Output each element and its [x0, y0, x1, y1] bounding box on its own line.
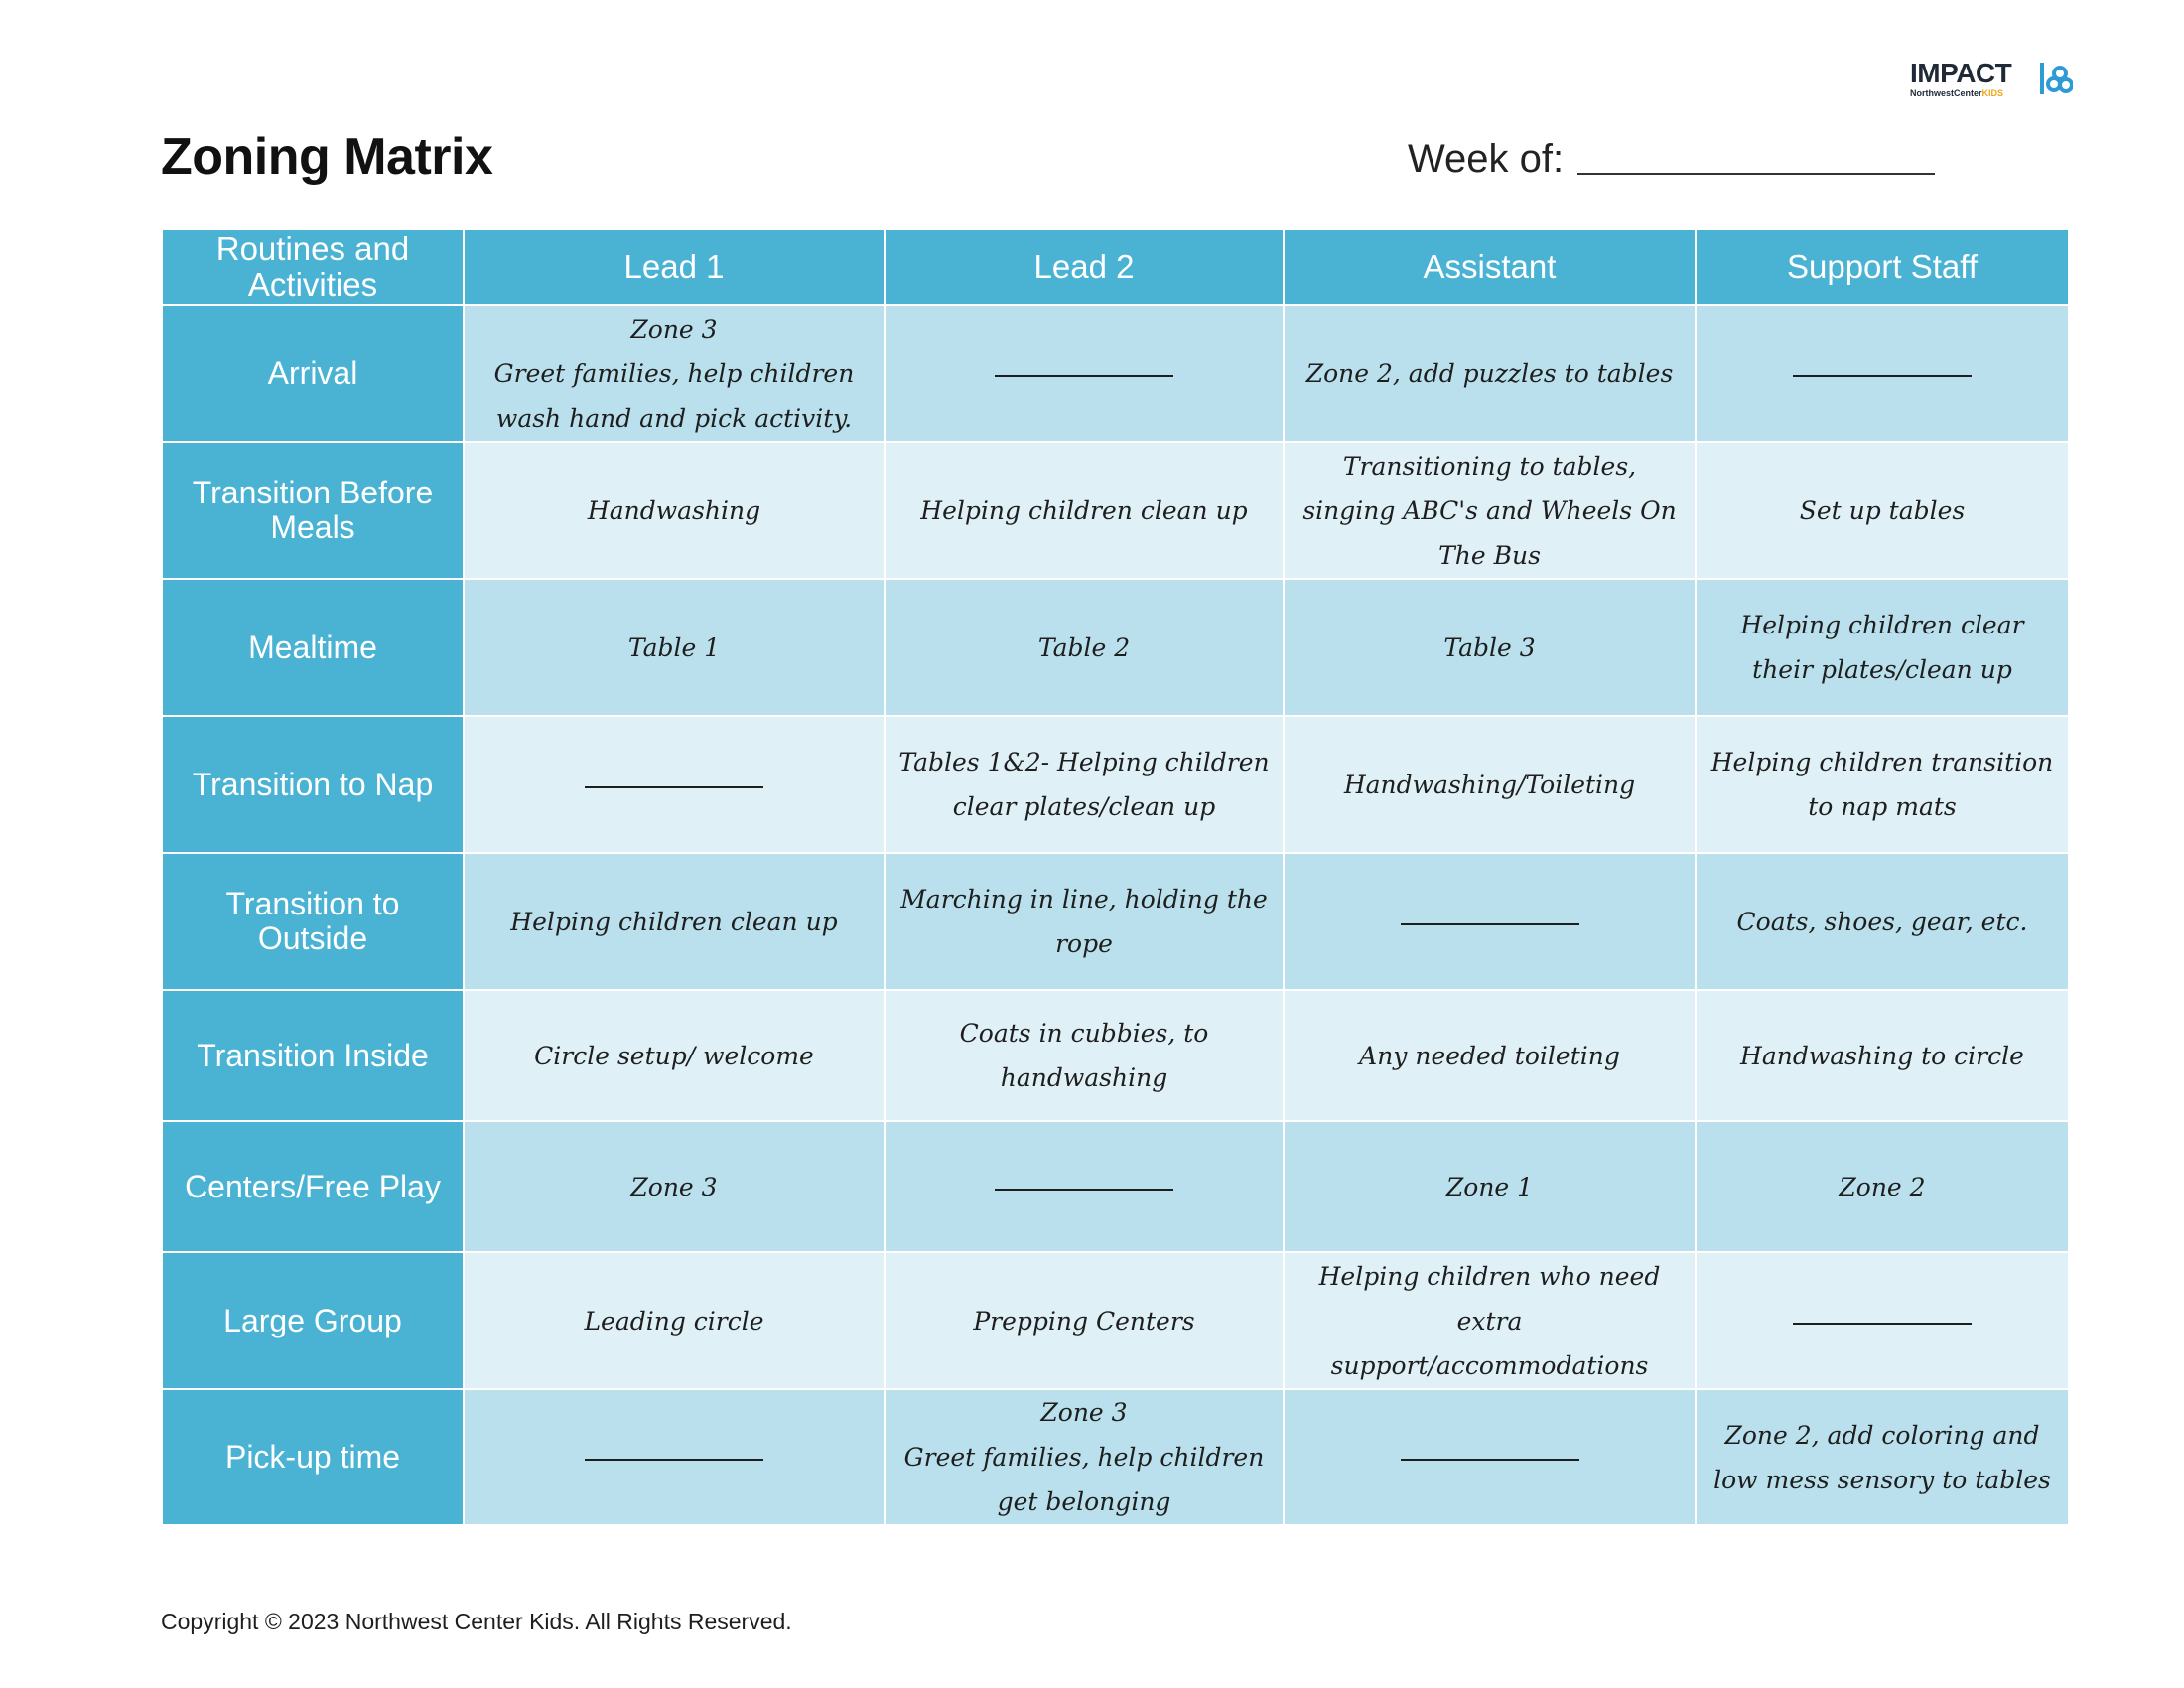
- week-of-label: Week of:: [1408, 137, 1565, 181]
- blank-cell: [1284, 1389, 1696, 1525]
- table-row: [162, 305, 2069, 442]
- week-of-blank-line: [1577, 172, 1935, 175]
- assignment-cell: Handwashing: [464, 442, 885, 579]
- assignment-cell: Marching in line, holding the rope: [885, 853, 1284, 990]
- table-row: [162, 716, 2069, 853]
- activity-label: Mealtime: [162, 579, 464, 716]
- assignment-cell: Helping children transition to nap mats: [1696, 716, 2069, 853]
- assignment-cell: Table 3: [1284, 579, 1696, 716]
- zoning-matrix-table: [161, 228, 2070, 1526]
- assignment-cell: Helping children clear their plates/clean up: [1696, 579, 2069, 716]
- assignment-cell: Zone 3 Greet families, help children get belonging: [885, 1389, 1284, 1525]
- table-row: [162, 853, 2069, 990]
- table-header-row: [162, 229, 2069, 305]
- blank-line: [585, 785, 763, 788]
- assignment-cell: Set up tables: [1696, 442, 2069, 579]
- activity-label: Transition Before Meals: [162, 442, 464, 579]
- assignment-cell: Tables 1&2- Helping children clear plates/clean up: [885, 716, 1284, 853]
- table-row: [162, 579, 2069, 716]
- assignment-cell: Zone 2, add puzzles to tables: [1284, 305, 1696, 442]
- blank-cell: [1284, 853, 1696, 990]
- column-header: Assistant: [1284, 229, 1696, 305]
- activity-label: Transition to Nap: [162, 716, 464, 853]
- activity-label: Centers/Free Play: [162, 1121, 464, 1252]
- assignment-cell: Leading circle: [464, 1252, 885, 1389]
- logo-subtitle-main: NorthwestCenter: [1910, 88, 1982, 98]
- assignment-cell: Table 1: [464, 579, 885, 716]
- assignment-cell: Circle setup/ welcome: [464, 990, 885, 1121]
- blank-line: [1793, 374, 1972, 377]
- assignment-cell: Any needed toileting: [1284, 990, 1696, 1121]
- blank-line: [585, 1458, 763, 1461]
- column-header: Lead 1: [464, 229, 885, 305]
- activity-label: Large Group: [162, 1252, 464, 1389]
- assignment-cell: Table 2: [885, 579, 1284, 716]
- page-title: Zoning Matrix: [161, 128, 493, 186]
- blank-line: [995, 1188, 1173, 1191]
- blank-cell: [885, 1121, 1284, 1252]
- assignment-cell: Helping children clean up: [464, 853, 885, 990]
- column-header: Support Staff: [1696, 229, 2069, 305]
- blank-line: [1793, 1322, 1972, 1325]
- blank-cell: [464, 716, 885, 853]
- assignment-cell: Coats, shoes, gear, etc.: [1696, 853, 2069, 990]
- activity-label: Arrival: [162, 305, 464, 442]
- table-row: [162, 1389, 2069, 1525]
- blank-cell: [1696, 1252, 2069, 1389]
- assignment-cell: Zone 3 Greet families, help children wash hand and pick activity.: [464, 305, 885, 442]
- assignment-cell: Zone 1: [1284, 1121, 1696, 1252]
- assignment-cell: Coats in cubbies, to handwashing: [885, 990, 1284, 1121]
- blank-line: [995, 374, 1173, 377]
- assignment-cell: Zone 2, add coloring and low mess sensory to tables: [1696, 1389, 2069, 1525]
- blank-cell: [464, 1389, 885, 1525]
- table-row: [162, 990, 2069, 1121]
- table-row: [162, 1121, 2069, 1252]
- week-of-field: [1408, 135, 1935, 183]
- blank-cell: [1696, 305, 2069, 442]
- blank-line: [1401, 922, 1579, 925]
- table-body: [162, 305, 2069, 1525]
- logo-mark-icon: [2039, 62, 2073, 95]
- blank-cell: [885, 305, 1284, 442]
- assignment-cell: Prepping Centers: [885, 1252, 1284, 1389]
- assignment-cell: Helping children clean up: [885, 442, 1284, 579]
- assignment-cell: Zone 2: [1696, 1121, 2069, 1252]
- table-row: [162, 1252, 2069, 1389]
- brand-logo: [1910, 60, 2079, 99]
- blank-line: [1401, 1458, 1579, 1461]
- copyright-footer: Copyright © 2023 Northwest Center Kids. All Rights Reserved.: [161, 1609, 792, 1634]
- assignment-cell: Helping children who need extra support/accommodations: [1284, 1252, 1696, 1389]
- assignment-cell: Handwashing/Toileting: [1284, 716, 1696, 853]
- activity-label: Pick-up time: [162, 1389, 464, 1525]
- assignment-cell: Handwashing to circle: [1696, 990, 2069, 1121]
- column-header: Lead 2: [885, 229, 1284, 305]
- logo-wordmark: IMPACT: [1910, 58, 2012, 88]
- table-row: [162, 442, 2069, 579]
- logo-subtitle-kids: KIDS: [1981, 88, 2004, 98]
- column-header: Routines and Activities: [162, 229, 464, 305]
- assignment-cell: Transitioning to tables, singing ABC's and Wheels On The Bus: [1284, 442, 1696, 579]
- activity-label: Transition to Outside: [162, 853, 464, 990]
- assignment-cell: Zone 3: [464, 1121, 885, 1252]
- logo-subtitle: [1910, 88, 2003, 98]
- activity-label: Transition Inside: [162, 990, 464, 1121]
